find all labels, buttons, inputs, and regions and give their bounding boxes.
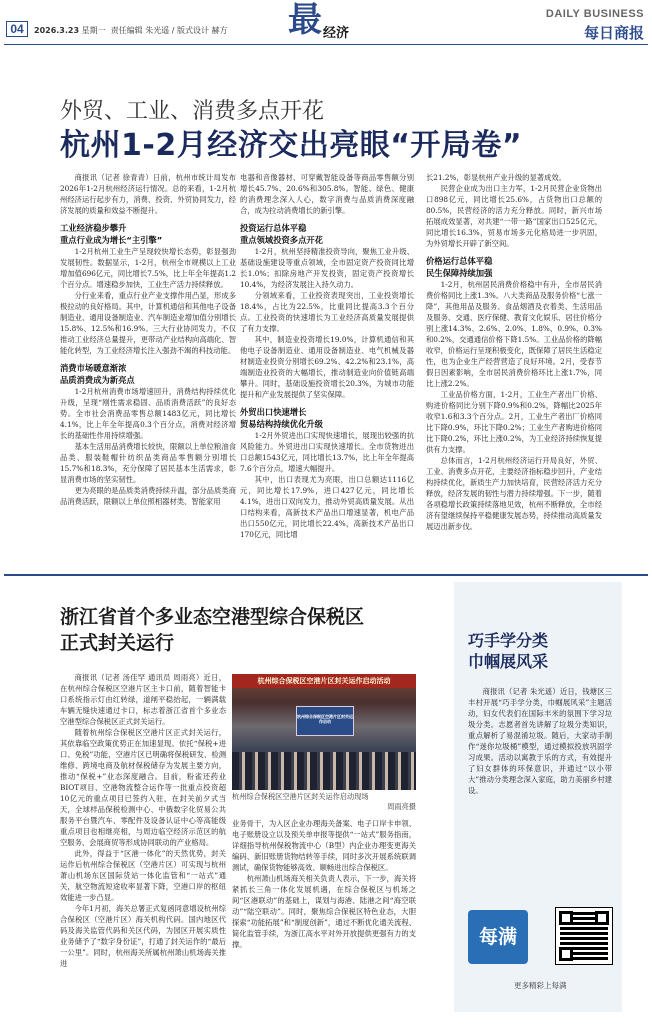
sidebar-title-line-1: 巧手学分类 xyxy=(468,631,549,650)
photo-screen-text: 杭州综合保税区空港片区封关运作启动 xyxy=(297,714,353,724)
subheading: 价格运行总体平稳 xyxy=(426,256,493,266)
subheading: 重点行业成为增长“主引擎” xyxy=(60,235,163,245)
sidebar-box xyxy=(454,582,622,1012)
more-link[interactable]: 更多精彩上每满 xyxy=(514,981,567,990)
paragraph: 随着杭州综合保税区空港片区正式封关运行，其依靠临空政策优势正在加速显现。依托“保税+进口、免税”功能，空港片区已明确将保税研发、检测维修、跨境电商及航材保税储存为发展主要方向，推动“保税+”业态深度融合。目前，粉雀还药业BIOT项目、空港物流整合运作等一批重点投资超10亿元的重点项目已签约入驻，在封关前夕式当天，全球样品保税检测中心、中俄数字化贸易公共服务平台暨汽车、零配件及设备认证中心等高能级重点项目也相继亮相，与周边临空经济示范区的航空服务、会展商贸等形成协同联动的产业格局。 xyxy=(60,728,226,847)
paragraph: 基本生活用品消费增长较快，限额以上单位粮油食品类、服装鞋帽针纺织品类商品零售额分别增长15.7%和18.3%，充分保障了居民基本生活需求，彰显消费市场的坚实韧性。 xyxy=(60,442,236,484)
subheading: 重点领域投资多点开花 xyxy=(240,235,323,245)
paragraph: 更为亮眼的是品质类消费持续升温，部分品质类商品消费活跃，限额以上单位照相器材类、智能家用 xyxy=(60,486,236,506)
paragraph: 电器和音像器材、可穿戴智能设备等商品零售额分别增长45.7%、20.6%和305.8%。智能、绿色、健康的消费理念深入人心，数字消费与品质消费深度融合，成为拉动消费增长的新引擎。 xyxy=(240,173,414,215)
paragraph: 其中，出口表现尤为亮眼，出口总额达1116亿元，同比增长17.9%，进口427亿元，同比增长4.1%，进出口双向发力，推动外贸高质量发展。从出口结构来看，高新技术产品出口增速显著，机电产品出口550亿元，同比增长22.4%，高新技术产品出口170亿元，同比增 xyxy=(240,475,414,539)
subheading: 投资运行总体平稳 xyxy=(240,223,307,233)
issue-date: 2026.3.23 xyxy=(34,26,80,35)
photo-screen xyxy=(296,706,354,736)
subheading: 品质消费成为新亮点 xyxy=(60,375,135,385)
section-name: 经济 xyxy=(323,26,350,41)
paragraph: 1-2月，杭州居民消费价格稳中有升，全市居民消费价格同比上涨1.3%。八大类商品及服务价格“七涨一降”，其他用品及服务、食品烟酒及衣着类、生活用品及服务、交通、医疗保健、教育文化娱乐、居住价格分别上涨14.3%、2.6%、2.0%、1.8%、0.9%、0.3%和0.2%，交通通信价格下降1.5%。工业品价格的降幅收窄，价格运行呈现积极变化，既保障了居民生活稳定性，也为企业生产经营营造了良好环境。2月，受春节假日因素影响，全市居民消费价格环比上涨1.7%，同比上涨2.2%。 xyxy=(426,280,602,388)
paragraph: 分领域来看，工业投资表现突出，工业投资增长18.4%，占比为22.5%，比重同比提高3.3个百分点。工业投资的快速增长为工业经济高质量发展提供了有力支撑。 xyxy=(240,291,414,333)
paragraph: 商报讯（记者 汤佳罕 通讯员 周雨亮）近日，在杭州综合保税区空港片区主卡口前，随着智能卡口系统指示灯由红转绿，道闸平稳抬起，一辆满载车辆无缝快速通过卡口，标志着浙江省首个多业态空港型综合保税区正式封关运行。 xyxy=(60,673,226,726)
subheading: 消费市场暖意渐浓 xyxy=(60,363,127,373)
photo-banner: 杭州综合保税区空港片区封关运作启动活动 xyxy=(232,674,416,688)
lead-kicker: 外贸、工业、消费多点开花 xyxy=(60,99,325,124)
weekday: 星期一 xyxy=(81,26,106,35)
paragraph: 总体而言，1-2月杭州经济运行开局良好，外贸、工业、消费多点开花，主要经济指标稳步回升，产业结构持续优化，新质生产力加快培育，民营经济活力充分释放，经济发展的韧性与潜力持续增强。下一步，随着各项稳增长政策持续落地见效，杭州不断释放，全市经济有望继续保持平稳健康发展态势，持续推动高质量发展迈出新步伐。 xyxy=(426,456,602,531)
lead-column-2 xyxy=(236,172,414,570)
masthead xyxy=(0,0,652,44)
page-number: 04 xyxy=(6,21,28,37)
daily-business-label: DAILY BUSINESS xyxy=(545,8,644,20)
lead-column-1 xyxy=(60,172,236,570)
paragraph: 民营企业成为出口主力军，1-2月民营企业货物出口898亿元，同比增长25.6%，占货物出口总额的80.5%，民营经济的活力充分释放。同时，新兴市场拓展成效显著，对共建“一带一路”国家出口525亿元，同比增长16.3%，贸易市场多元化格局进一步巩固，为外贸增长开辟了新空间。 xyxy=(426,184,602,248)
subheading: 工业经济稳步攀升 xyxy=(60,223,127,233)
sidebar-title-line-2: 巾帼展风采 xyxy=(468,652,549,671)
paragraph: 其中，制造业投资增长19.0%，计算机通信和其他电子设备制造业、通用设备制造业、电气机械及器材制造业投资分别增长69.2%、42.2%和23.1%，高端制造业投资的大幅增长，推动制造业向价值链高端攀升。同时，基础设施投资增长20.3%，为城市功能提升和产业发展提供了坚实保障。 xyxy=(240,335,414,399)
lead-column-3 xyxy=(426,172,602,570)
paragraph: 杭州萧山机场海关相关负责人表示，下一步，海关将紧抓长三角一体化发展机遇，在综合保税区与机场之间“区港联动”的基础上，谋划与海港、陆港之间“海空联动”“陆空联动”。同时，聚焦综合保税区特色业态，大胆探索“功能拓展”和“制度创新”，通过不断优化通关流程、简化监管手续，为浙江高水平对外开放提供更强有力的支撑。 xyxy=(232,874,416,949)
second-column-1 xyxy=(60,672,226,1008)
second-column-2 xyxy=(232,818,416,1008)
meiman-logo-icon: 每满 xyxy=(468,910,528,964)
paragraph: 工业品价格方面，1-2月，工业生产者出厂价格、购进价格同比分别下降0.9%和0.2%，降幅比2025年收窄1.6和3.3个百分点。2月，工业生产者出厂价格同比下降0.9%，环比下降0.2%；工业生产者购进价格同比下降0.2%，环比上涨0.2%，为工业经济持续恢复提供有力支撑。 xyxy=(426,390,602,454)
paragraph: 1-2月，杭州坚持精准投资导向，聚焦工业升级、基础设施建设等重点领域，全市固定资产投资同比增长1.0%；扣除房地产开发投资，固定资产投资增长10.4%，为经济发展注入持久动力。 xyxy=(240,247,414,289)
designer-credit: 版式设计 赫方 xyxy=(177,26,228,35)
paragraph: 商报讯（记者 徐青青）日前，杭州市统计局发布2026年1-2月杭州经济运行情况。总的来看，1-2月杭州经济运行起步有力，消费、投资、外贸协同发力，经济发展的质量和效益不断提升。 xyxy=(60,173,236,215)
photo-caption-text: 杭州综合保税区空港片区封关运作启动现场 xyxy=(232,792,369,801)
lead-headline: 杭州1-2月经济交出亮眼“开局卷” xyxy=(60,128,523,163)
photo-caption xyxy=(232,792,416,812)
second-headline-line-1: 浙江省首个多业态空港型综合保税区 xyxy=(60,606,365,628)
subheading: 民生保障持续加强 xyxy=(426,268,493,278)
qr-code-icon[interactable] xyxy=(556,908,612,964)
sidebar-body xyxy=(468,686,612,796)
ceremony-photo xyxy=(232,674,416,790)
paragraph: 业务骨干，为入区企业办理海关备案、电子口岸卡申领、电子账册设立以及预关单申报等提供“一站式”服务指南，详细指导杭州保税物流中心（B型）内企业办理变更海关编码、新旧账册货物结转等手续，同时多次开展系统联调测试，确保货物能够高效、顺畅进出综合保税区。 xyxy=(232,819,416,872)
section-divider xyxy=(4,574,648,576)
paragraph: 1-2月杭州消费市场增速回升，消费结构持续优化升级，呈现“刚性需求稳固、品质消费活跃”的良好态势。全市社会消费品零售总额1483亿元，同比增长4.1%，比上年全年提高0.3个百分点，消费对经济增长的基础性作用持续增强。 xyxy=(60,387,236,440)
masthead-rule xyxy=(4,44,648,45)
paragraph: 1-2月外贸进出口实现快速增长，展现出较强的抗风险能力。外贸进出口实现快速增长。全市货物进出口总额1543亿元，同比增长13.7%，比上年全年提高7.6个百分点，增速大幅提升。 xyxy=(240,431,414,473)
sidebar-title xyxy=(468,630,548,672)
paragraph: 分行业来看，重点行业产业支撑作用凸显，形成多极拉动的良好格局。其中，计算机通信和其他电子设备制造业、通用设备制造业、汽车制造业增加值分别增长15.8%、12.5%和16.9%。三大行业协同发力，不仅推动工业经济总量提升，更带动产业结构向高端化、智能化转型，为工业经济增长注入强劲不竭的科技动能。 xyxy=(60,291,236,355)
photo-credit: 周雨亮摄 xyxy=(387,802,416,811)
subheading: 外贸出口快速增长 xyxy=(240,407,307,417)
paragraph: 今年1月初，海关总署正式复函同意增设杭州综合保税区（空港片区）海关机构代码。国内地区代码及海关监管代码和关区代码，为园区开展实质性业务储予了“数字身份证”，打通了封关运作的“最后一公里”。同时，杭州海关所属杭州萧山机场海关推进 xyxy=(60,904,226,968)
photo-crowd xyxy=(232,752,416,790)
editor-credit: 责任编辑 朱光遥 xyxy=(110,26,170,35)
second-headline-line-2: 正式封关运行 xyxy=(60,632,175,654)
subheading: 贸易结构持续优化升级 xyxy=(240,419,323,429)
dateline: 2026.3.23 星期一 责任编辑 朱光遥 / 版式设计 赫方 xyxy=(34,26,228,35)
paper-name: 每日商报 xyxy=(583,24,644,42)
paragraph: 长21.2%，彰显杭州产业升级的显著成效。 xyxy=(426,173,566,182)
paragraph: 此外，得益于“区港一体化”的天然优势，封关运作后杭州综合保税区（空港片区）可实现与杭州萧山机场东区国际货站一体化监管和“一站式”通关，航空物流短途收率显著下降，空港口岸的枢纽效能进一步凸显。 xyxy=(60,849,226,902)
sidebar-paragraph: 商报讯（记者 朱光遥）近日，钱塘区三丰村开展“巧手学分类，巾帼展风采”主题活动，妇女代表们在国际丰米的氛围下学习垃圾分类。志愿者首先讲解了垃圾分类知识，重点解析了易混淆垃圾。随后，大家动手制作“迷你垃圾桶”模型，通过模拟投放巩固学习成果。活动以寓教于乐的方式，有效提升了妇女群体的环保意识，并通过“以小带大”推动分类理念深入家庭，助力美丽乡村建设。 xyxy=(468,687,612,795)
paragraph: 1-2月杭州工业生产呈现较快增长态势，彰显强劲发展韧性。数据显示，1-2月，杭州全市规模以上工业增加值696亿元，同比增长7.5%，比上年全年提高1.2个百分点。增速稳步加快，工业生产活力持续释放。 xyxy=(60,247,236,289)
section-logo-zui: 最 xyxy=(288,0,322,40)
